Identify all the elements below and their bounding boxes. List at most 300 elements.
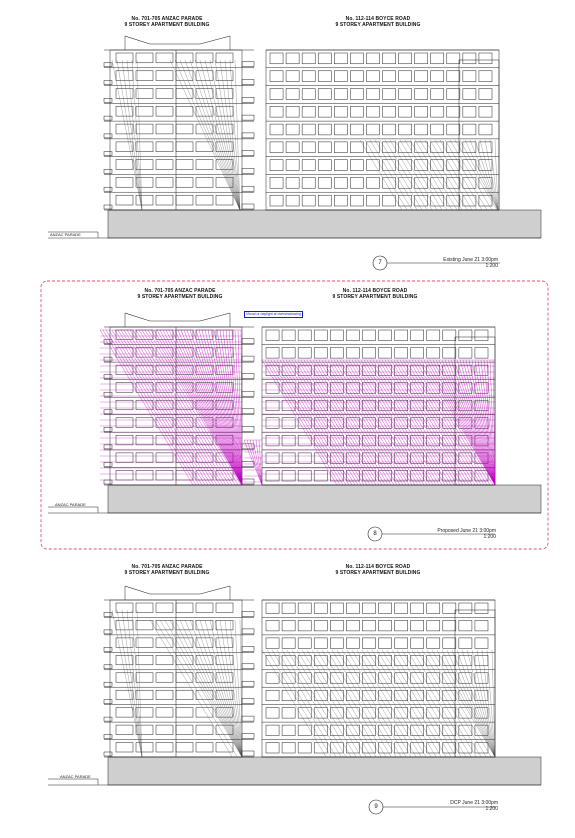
left-window — [156, 603, 173, 612]
panel-3-elevation — [48, 586, 541, 814]
right-window — [395, 708, 408, 718]
panel-1-right-title-line1: No. 112-114 BOYCE ROAD — [345, 16, 411, 22]
right-window — [379, 400, 392, 411]
left-window — [136, 365, 153, 375]
left-window — [156, 708, 173, 717]
right-window — [379, 418, 392, 429]
right-balcony — [242, 168, 254, 173]
right-window — [298, 348, 311, 359]
right-balcony — [242, 186, 254, 191]
right-window — [302, 89, 315, 100]
right-window — [459, 725, 472, 735]
right-window — [266, 708, 279, 718]
panel-3-left-title — [117, 564, 217, 576]
left-window — [136, 89, 153, 99]
right-window — [443, 603, 456, 613]
right-window — [383, 177, 396, 188]
right-window — [362, 603, 375, 613]
right-balcony — [242, 409, 254, 414]
right-window — [350, 160, 363, 171]
left-window — [176, 603, 193, 612]
right-window — [318, 177, 331, 188]
left-balcony — [104, 717, 112, 721]
right-window — [282, 690, 295, 700]
right-balcony — [242, 133, 254, 138]
left-window — [176, 106, 193, 116]
panel-1-caption — [440, 257, 498, 269]
right-window — [270, 160, 283, 171]
right-window — [270, 195, 283, 206]
left-window — [176, 655, 193, 664]
right-window — [270, 106, 283, 117]
left-window — [156, 725, 173, 734]
right-window — [447, 53, 460, 64]
right-window — [383, 124, 396, 135]
right-balcony — [242, 97, 254, 102]
right-window — [286, 53, 299, 64]
right-balcony — [242, 204, 254, 209]
right-window — [447, 89, 460, 100]
right-window — [383, 53, 396, 64]
panel-1-left-title-line1: No. 701-705 ANZAC PARADE — [131, 16, 203, 22]
right-window — [379, 673, 392, 683]
right-window — [318, 124, 331, 135]
left-window — [196, 470, 213, 480]
right-window — [286, 124, 299, 135]
left-window — [176, 725, 193, 734]
right-window — [282, 673, 295, 683]
right-balcony — [242, 479, 254, 484]
left-window — [116, 106, 133, 116]
right-window — [379, 348, 392, 359]
right-balcony — [242, 629, 254, 634]
left-balcony — [104, 445, 112, 449]
left-window — [136, 400, 153, 410]
right-window — [350, 106, 363, 117]
right-window — [350, 195, 363, 206]
right-window — [330, 655, 343, 665]
right-window — [298, 330, 311, 341]
left-window — [156, 195, 173, 205]
right-window — [463, 106, 476, 117]
left-window — [216, 638, 233, 647]
right-window — [366, 195, 379, 206]
left-balcony — [104, 134, 112, 138]
left-window — [116, 330, 133, 340]
panel-1-scale: 1:200 — [485, 263, 498, 269]
right-window — [399, 177, 412, 188]
right-window — [411, 418, 424, 429]
panel-2-number: 8 — [373, 531, 377, 537]
left-window — [136, 708, 153, 717]
panel-3-caption — [438, 800, 498, 812]
left-window — [136, 435, 153, 445]
right-window — [479, 106, 492, 117]
right-window — [330, 725, 343, 735]
left-window — [196, 195, 213, 205]
panel-1-elevation — [48, 36, 541, 270]
left-window — [156, 53, 173, 63]
right-window — [479, 195, 492, 206]
right-window — [282, 743, 295, 753]
right-window — [334, 53, 347, 64]
right-window — [266, 470, 279, 481]
right-window — [346, 348, 359, 359]
right-window — [286, 177, 299, 188]
right-balcony — [242, 716, 254, 721]
left-window — [116, 603, 133, 612]
right-balcony — [242, 611, 254, 616]
right-window — [366, 160, 379, 171]
right-window — [443, 743, 456, 753]
right-window — [415, 53, 428, 64]
ground-block — [108, 210, 541, 238]
panel-2-caption — [436, 528, 496, 540]
right-window — [314, 348, 327, 359]
right-window — [431, 177, 444, 188]
left-window — [156, 655, 173, 664]
panel-1-left-title-line2: 9 STOREY APARTMENT BUILDING — [124, 22, 210, 28]
right-balcony — [242, 664, 254, 669]
left-window — [176, 743, 193, 752]
left-window — [136, 53, 153, 63]
right-window — [330, 620, 343, 630]
left-window — [176, 470, 193, 480]
right-window — [383, 106, 396, 117]
right-window — [411, 603, 424, 613]
right-window — [395, 620, 408, 630]
left-window — [156, 743, 173, 752]
panel-2-left-title-line1: No. 701-705 ANZAC PARADE — [144, 288, 216, 294]
right-window — [266, 603, 279, 613]
right-window — [282, 470, 295, 481]
left-window — [156, 673, 173, 682]
right-window — [399, 124, 412, 135]
right-window — [383, 89, 396, 100]
right-window — [459, 620, 472, 630]
left-window — [136, 71, 153, 81]
right-window — [459, 603, 472, 613]
panel-3-caption-text: DCP June 21 3:00pm — [450, 800, 498, 806]
right-window — [350, 177, 363, 188]
right-window — [443, 725, 456, 735]
right-window — [366, 177, 379, 188]
right-window — [427, 348, 440, 359]
right-window — [463, 160, 476, 171]
right-balcony — [242, 734, 254, 739]
right-window — [475, 655, 488, 665]
right-window — [302, 177, 315, 188]
left-roof-canopy — [125, 36, 230, 44]
right-window — [298, 470, 311, 481]
right-window — [427, 620, 440, 630]
left-balcony — [104, 682, 112, 686]
right-balcony — [242, 374, 254, 379]
right-window — [399, 195, 412, 206]
left-window — [116, 690, 133, 699]
right-window — [379, 603, 392, 613]
left-balcony — [104, 63, 112, 67]
left-balcony — [104, 392, 112, 396]
right-window — [395, 348, 408, 359]
right-window — [399, 53, 412, 64]
left-roof-canopy — [125, 313, 230, 321]
left-window — [136, 330, 153, 340]
right-window — [411, 400, 424, 411]
left-window — [176, 142, 193, 152]
right-window — [266, 673, 279, 683]
right-window — [346, 673, 359, 683]
panel-3-number: 9 — [374, 804, 378, 810]
right-window — [427, 725, 440, 735]
right-window — [431, 71, 444, 82]
right-window — [298, 638, 311, 648]
right-window — [298, 620, 311, 630]
left-window — [156, 435, 173, 445]
right-window — [302, 160, 315, 171]
left-window — [176, 690, 193, 699]
right-window — [350, 71, 363, 82]
right-window — [334, 124, 347, 135]
left-window — [136, 177, 153, 187]
left-window — [216, 603, 233, 612]
left-balcony — [104, 700, 112, 704]
left-window — [136, 124, 153, 134]
overshadowing-note: Visual or daylight at overshadowing — [246, 312, 301, 316]
right-window — [346, 638, 359, 648]
panel-2-left-title — [130, 288, 230, 300]
left-window — [176, 124, 193, 134]
left-window — [176, 177, 193, 187]
right-window — [443, 638, 456, 648]
right-window — [427, 690, 440, 700]
right-window — [411, 383, 424, 394]
right-window — [330, 348, 343, 359]
right-window — [298, 435, 311, 446]
right-window — [411, 620, 424, 630]
left-balcony — [104, 462, 112, 466]
right-window — [282, 655, 295, 665]
right-window — [427, 708, 440, 718]
right-window — [366, 89, 379, 100]
right-window — [282, 330, 295, 341]
right-window — [334, 142, 347, 153]
right-window — [266, 330, 279, 341]
right-window — [479, 53, 492, 64]
right-window — [350, 53, 363, 64]
right-window — [415, 160, 428, 171]
right-window — [350, 124, 363, 135]
right-window — [286, 106, 299, 117]
right-window — [330, 673, 343, 683]
right-window — [318, 89, 331, 100]
left-window — [156, 89, 173, 99]
right-window — [415, 124, 428, 135]
left-balcony — [104, 81, 112, 85]
left-window — [176, 89, 193, 99]
right-window — [302, 106, 315, 117]
right-window — [266, 418, 279, 429]
right-balcony — [242, 115, 254, 120]
left-window — [176, 620, 193, 629]
right-window — [366, 124, 379, 135]
right-window — [346, 330, 359, 341]
left-window — [116, 655, 133, 664]
left-window — [216, 470, 233, 480]
right-window — [330, 383, 343, 394]
left-window — [156, 106, 173, 116]
right-balcony — [242, 151, 254, 156]
right-window — [366, 142, 379, 153]
right-window — [459, 743, 472, 753]
left-window — [136, 743, 153, 752]
left-window — [116, 708, 133, 717]
left-balcony — [104, 205, 112, 209]
panel-2-left-title-line2: 9 STOREY APARTMENT BUILDING — [137, 294, 223, 300]
right-window — [302, 124, 315, 135]
left-window — [136, 725, 153, 734]
panel-2-right-title-line2: 9 STOREY APARTMENT BUILDING — [332, 294, 418, 300]
left-balcony — [104, 630, 112, 634]
right-window — [334, 160, 347, 171]
right-window — [399, 71, 412, 82]
left-window — [116, 53, 133, 63]
right-window — [286, 160, 299, 171]
panel-2-right-title-line1: No. 112-114 BOYCE ROAD — [342, 288, 408, 294]
right-window — [334, 177, 347, 188]
panel-3-right-title-line1: No. 112-114 BOYCE ROAD — [345, 564, 411, 570]
right-window — [459, 365, 472, 376]
right-window — [427, 603, 440, 613]
left-balcony — [104, 752, 112, 756]
left-window — [196, 690, 213, 699]
right-window — [379, 638, 392, 648]
right-window — [411, 330, 424, 341]
right-window — [463, 71, 476, 82]
left-window — [116, 743, 133, 752]
right-window — [383, 71, 396, 82]
left-window — [196, 435, 213, 445]
right-window — [282, 435, 295, 446]
right-window — [411, 673, 424, 683]
right-window — [459, 470, 472, 481]
right-window — [330, 365, 343, 376]
right-window — [346, 690, 359, 700]
right-window — [318, 195, 331, 206]
right-window — [314, 708, 327, 718]
right-window — [286, 89, 299, 100]
left-balcony — [104, 169, 112, 173]
left-balcony — [104, 647, 112, 651]
left-window — [136, 142, 153, 152]
right-window — [298, 603, 311, 613]
right-window — [399, 142, 412, 153]
left-window — [116, 400, 133, 410]
left-window — [196, 177, 213, 187]
left-window — [156, 142, 173, 152]
left-window — [116, 365, 133, 375]
left-window — [176, 160, 193, 170]
right-window — [431, 53, 444, 64]
left-window — [216, 53, 233, 63]
left-window — [156, 177, 173, 187]
left-window — [136, 603, 153, 612]
left-window — [116, 673, 133, 682]
right-window — [266, 383, 279, 394]
right-balcony — [242, 426, 254, 431]
right-window — [298, 743, 311, 753]
right-window — [270, 53, 283, 64]
right-window — [298, 400, 311, 411]
right-window — [411, 348, 424, 359]
right-window — [314, 638, 327, 648]
right-window — [479, 71, 492, 82]
right-window — [314, 330, 327, 341]
panel-1-right-title-line2: 9 STOREY APARTMENT BUILDING — [335, 22, 421, 28]
left-window — [216, 177, 233, 187]
left-window — [156, 620, 173, 629]
left-balcony — [104, 410, 112, 414]
left-window — [196, 743, 213, 752]
right-window — [362, 638, 375, 648]
right-window — [270, 124, 283, 135]
left-balcony — [104, 187, 112, 191]
right-window — [415, 106, 428, 117]
left-window — [156, 71, 173, 81]
left-window — [136, 638, 153, 647]
left-window — [156, 470, 173, 480]
ground-block — [108, 485, 541, 513]
right-window — [475, 743, 488, 753]
left-window — [136, 690, 153, 699]
right-window — [266, 725, 279, 735]
right-window — [431, 89, 444, 100]
right-window — [282, 418, 295, 429]
right-window — [266, 655, 279, 665]
right-window — [443, 620, 456, 630]
right-window — [395, 638, 408, 648]
panel-1-left-title — [117, 16, 217, 28]
right-window — [475, 365, 488, 376]
left-window — [116, 453, 133, 463]
right-window — [395, 603, 408, 613]
right-window — [463, 89, 476, 100]
right-window — [346, 603, 359, 613]
right-window — [298, 418, 311, 429]
right-window — [411, 655, 424, 665]
right-window — [270, 177, 283, 188]
left-window — [216, 330, 233, 340]
left-window — [116, 725, 133, 734]
right-window — [475, 330, 488, 341]
right-window — [314, 470, 327, 481]
right-window — [463, 177, 476, 188]
right-window — [415, 195, 428, 206]
right-window — [270, 142, 283, 153]
right-window — [427, 638, 440, 648]
left-window — [116, 160, 133, 170]
right-balcony — [242, 339, 254, 344]
right-window — [282, 638, 295, 648]
left-balcony — [104, 152, 112, 156]
left-window — [116, 435, 133, 445]
right-window — [302, 142, 315, 153]
right-window — [447, 71, 460, 82]
right-window — [298, 673, 311, 683]
panel-1-ground-label: ANZAC PARADE — [50, 232, 81, 237]
left-balcony — [104, 98, 112, 102]
right-window — [362, 655, 375, 665]
